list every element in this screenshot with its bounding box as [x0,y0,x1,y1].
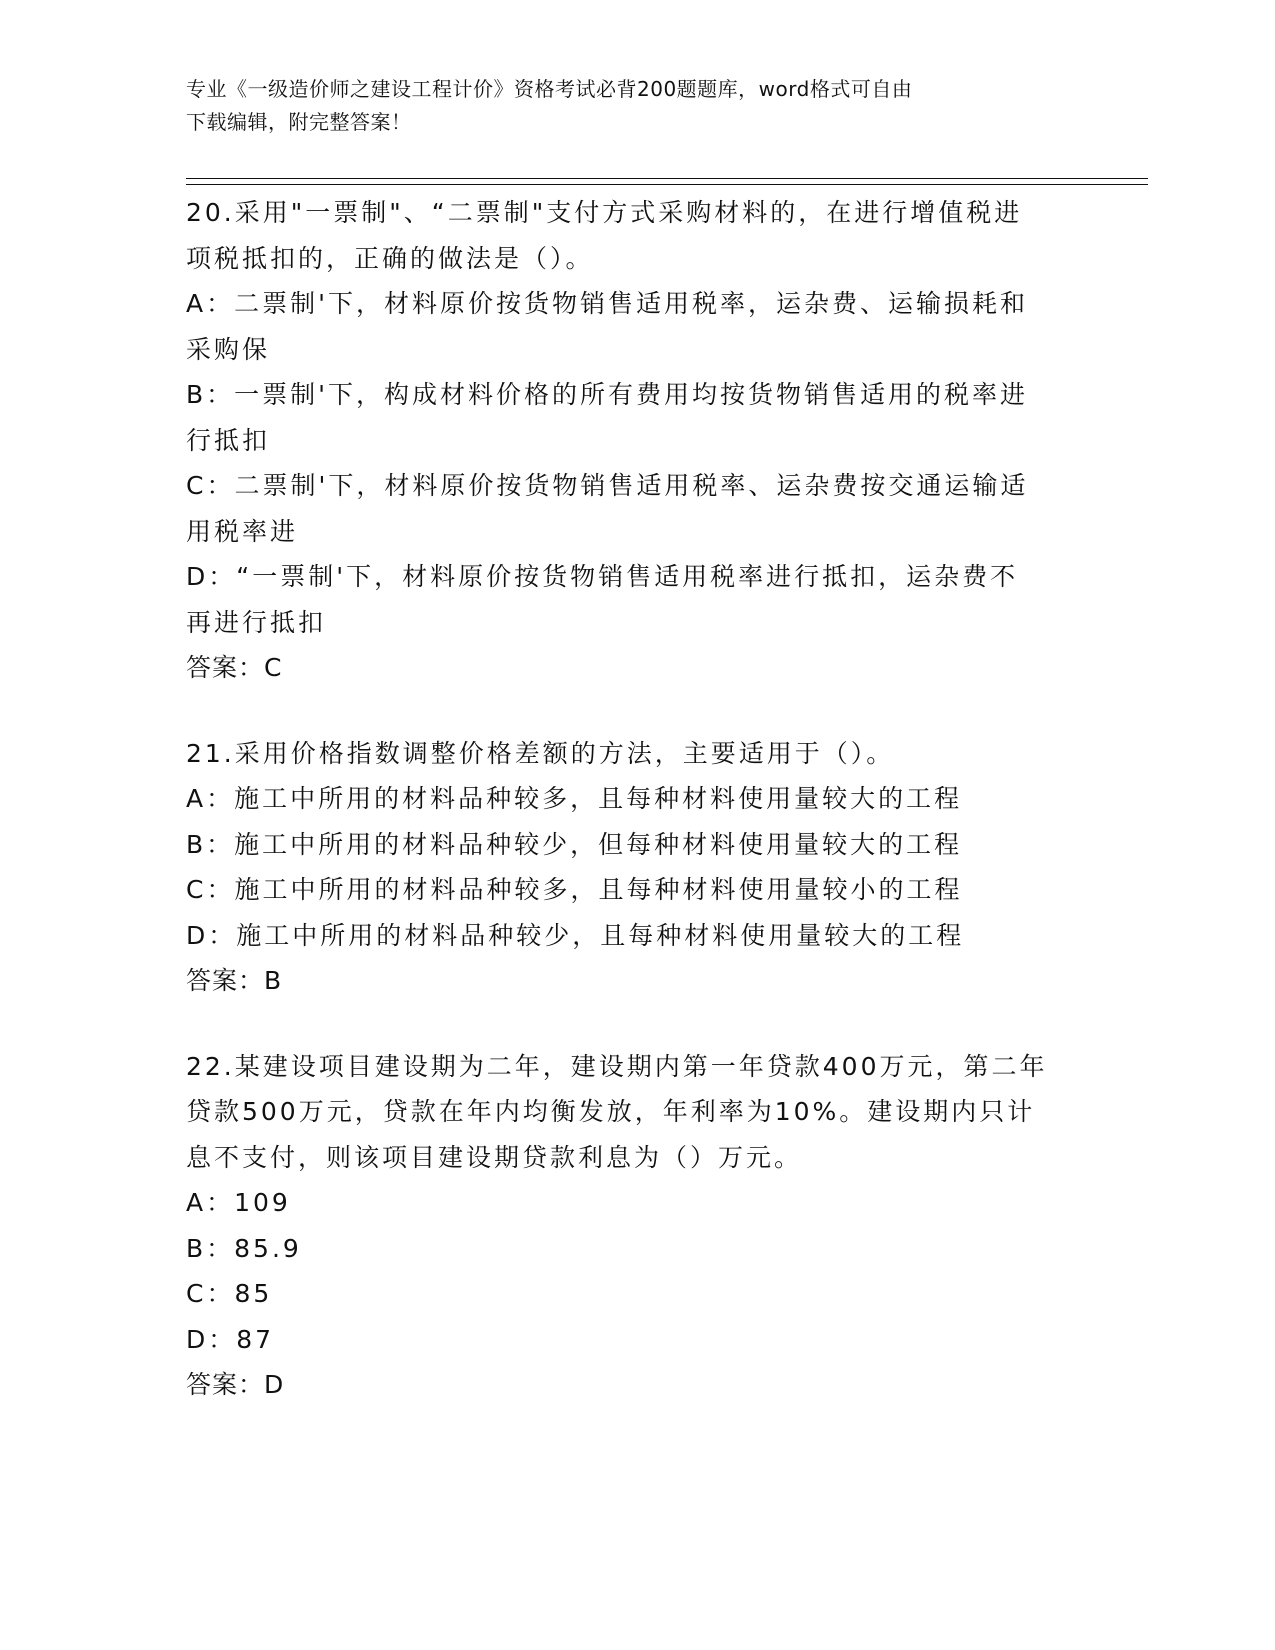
option-a: A：109 [186,1188,291,1217]
header-divider-bottom [186,184,1148,185]
option-c: C：85 [186,1279,273,1308]
question-stem: 项税抵扣的，正确的做法是（）。 [186,243,594,273]
option-d: D：施工中所用的材料品种较少，且每种材料使用量较大的工程 [186,920,965,950]
document-header [186,73,1066,139]
option-c: C：施工中所用的材料品种较多，且每种材料使用量较小的工程 [186,875,963,904]
question-stem: 20.采用"一票制"、“二票制"支付方式采购材料的，在进行增值税进 [186,198,1023,227]
option-a: A：施工中所用的材料品种较多，且每种材料使用量较大的工程 [186,784,963,813]
header-line: 专业《一级造价师之建设工程计价》资格考试必背200题题库，word格式可自由 [186,77,913,101]
answer-label: 答案：D [186,1370,285,1399]
option-b: B：施工中所用的材料品种较少，但每种材料使用量较大的工程 [186,829,963,859]
answer-label: 答案：B [186,966,283,995]
answer-label: 答案：C [186,653,283,682]
header-line: 下载编辑，附完整答案！ [186,110,412,134]
question-stem: 息不支付，则该项目建设期贷款利息为（）万元。 [186,1142,803,1172]
option-c: 用税率进 [186,516,299,546]
option-b: B：85.9 [186,1233,302,1263]
question-stem: 21.采用价格指数调整价格差额的方法，主要适用于（）。 [186,738,895,768]
option-d: D：“一票制'下，材料原价按货物销售适用税率进行抵扣，运杂费不 [186,562,1019,591]
option-a: A：二票制'下，材料原价按货物销售适用税率，运杂费、运输损耗和 [186,289,1028,318]
option-d: 再进行抵扣 [186,607,327,637]
option-c: C：二票制'下，材料原价按货物销售适用税率、运杂费按交通运输适 [186,471,1029,500]
header-divider-top [186,178,1148,179]
question-20 [186,190,1086,691]
option-d: D：87 [186,1324,275,1354]
question-22 [186,1044,1086,1408]
option-b: B：一票制'下，构成材料价格的所有费用均按货物销售适用的税率进 [186,380,1029,409]
question-list [186,190,1086,1448]
option-b: 行抵扣 [186,425,271,455]
question-stem: 22.某建设项目建设期为二年，建设期内第一年贷款400万元，第二年 [186,1051,1048,1081]
option-a: 采购保 [186,334,271,364]
question-21 [186,731,1086,1004]
question-stem: 贷款500万元，贷款在年内均衡发放，年利率为10%。建设期内只计 [186,1097,1036,1126]
